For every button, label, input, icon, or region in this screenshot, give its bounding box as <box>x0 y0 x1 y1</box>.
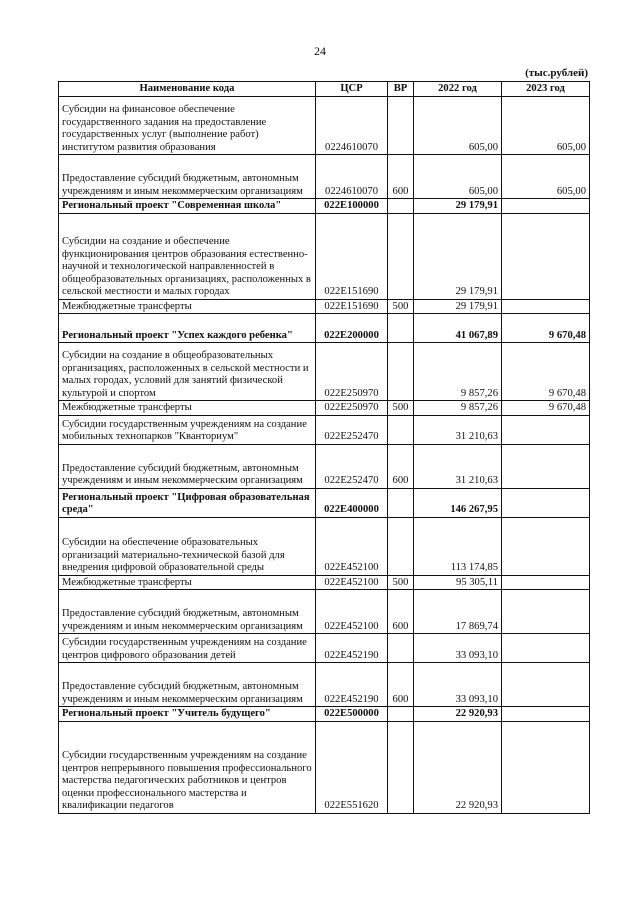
row-value-2022: 29 179,91 <box>414 213 502 299</box>
row-name: Региональный проект "Успех каждого ребенка" <box>59 314 316 343</box>
row-value-2023: 605,00 <box>502 97 590 155</box>
table-row <box>59 590 590 634</box>
row-vr: 600 <box>388 155 414 199</box>
row-value-2022: 17 869,74 <box>414 590 502 634</box>
row-name: Региональный проект "Цифровая образовательная среда" <box>59 488 316 517</box>
header-2023: 2023 год <box>502 82 590 97</box>
row-vr <box>388 488 414 517</box>
table-row <box>59 401 590 416</box>
row-name: Межбюджетные трансферты <box>59 575 316 590</box>
row-csr: 022E151690 <box>316 299 388 314</box>
table-row <box>59 299 590 314</box>
row-value-2022: 146 267,95 <box>414 488 502 517</box>
table-row <box>59 199 590 214</box>
row-name: Межбюджетные трансферты <box>59 299 316 314</box>
row-value-2023: 9 670,48 <box>502 401 590 416</box>
row-name: Субсидии государственным учреждениям на создание центров непрерывного повышения профессионального мастерства педагогических работников и центров оценки профессионального мастерства и квалификации педагогов <box>59 721 316 813</box>
row-value-2022: 33 093,10 <box>414 634 502 663</box>
table-body <box>59 97 590 814</box>
row-value-2023 <box>502 415 590 444</box>
table-row <box>59 444 590 488</box>
row-name: Субсидии на финансовое обеспечение государственного задания на предоставление государственных услуг (выполнение работ) институтом развития образования <box>59 97 316 155</box>
row-value-2022: 33 093,10 <box>414 663 502 707</box>
header-2022: 2022 год <box>414 82 502 97</box>
units-note: (тыс.рублей) <box>525 67 588 79</box>
page-number: 24 <box>314 44 326 58</box>
table-row <box>59 634 590 663</box>
row-vr <box>388 415 414 444</box>
row-csr: 022E452100 <box>316 517 388 575</box>
row-value-2023 <box>502 517 590 575</box>
row-value-2022: 29 179,91 <box>414 299 502 314</box>
row-vr: 500 <box>388 299 414 314</box>
table-row <box>59 575 590 590</box>
row-csr: 022E452190 <box>316 663 388 707</box>
table-row <box>59 415 590 444</box>
row-value-2022: 605,00 <box>414 97 502 155</box>
row-vr <box>388 634 414 663</box>
row-csr: 022E250970 <box>316 401 388 416</box>
header-csr: ЦСР <box>316 82 388 97</box>
row-csr: 022E400000 <box>316 488 388 517</box>
row-vr <box>388 199 414 214</box>
table-row <box>59 517 590 575</box>
table-header-row <box>59 82 590 97</box>
row-value-2023 <box>502 488 590 517</box>
row-name: Межбюджетные трансферты <box>59 401 316 416</box>
row-name: Предоставление субсидий бюджетным, автономным учреждениям и иным некоммерческим организациям <box>59 155 316 199</box>
table-row <box>59 663 590 707</box>
row-value-2023: 9 670,48 <box>502 343 590 401</box>
table-row <box>59 213 590 299</box>
row-vr <box>388 721 414 813</box>
row-csr: 022E100000 <box>316 199 388 214</box>
table-row <box>59 314 590 343</box>
row-csr: 022E200000 <box>316 314 388 343</box>
row-vr: 600 <box>388 444 414 488</box>
row-name: Региональный проект "Современная школа" <box>59 199 316 214</box>
row-value-2023 <box>502 590 590 634</box>
row-name: Предоставление субсидий бюджетным, автономным учреждениям и иным некоммерческим организациям <box>59 663 316 707</box>
row-name: Предоставление субсидий бюджетным, автономным учреждениям и иным некоммерческим организациям <box>59 590 316 634</box>
row-value-2023 <box>502 707 590 722</box>
row-value-2023 <box>502 213 590 299</box>
row-csr: 022E500000 <box>316 707 388 722</box>
row-vr: 500 <box>388 575 414 590</box>
row-name: Субсидии на обеспечение образовательных организаций материально-технической базой для внедрения цифровой образовательной среды <box>59 517 316 575</box>
table-row <box>59 707 590 722</box>
row-value-2023 <box>502 199 590 214</box>
row-vr: 600 <box>388 590 414 634</box>
row-value-2023 <box>502 575 590 590</box>
row-value-2023 <box>502 444 590 488</box>
row-vr: 600 <box>388 663 414 707</box>
row-value-2023 <box>502 663 590 707</box>
row-name: Региональный проект "Учитель будущего" <box>59 707 316 722</box>
row-csr: 022E252470 <box>316 444 388 488</box>
row-value-2022: 29 179,91 <box>414 199 502 214</box>
row-value-2023: 9 670,48 <box>502 314 590 343</box>
row-csr: 0224610070 <box>316 155 388 199</box>
row-value-2023 <box>502 721 590 813</box>
row-value-2022: 605,00 <box>414 155 502 199</box>
row-value-2022: 41 067,89 <box>414 314 502 343</box>
table-row <box>59 721 590 813</box>
row-vr <box>388 517 414 575</box>
row-vr: 500 <box>388 401 414 416</box>
row-value-2023: 605,00 <box>502 155 590 199</box>
row-value-2022: 9 857,26 <box>414 343 502 401</box>
row-vr <box>388 314 414 343</box>
row-name: Субсидии государственным учреждениям на создание мобильных технопарков "Кванториум" <box>59 415 316 444</box>
row-csr: 022E250970 <box>316 343 388 401</box>
row-value-2022: 95 305,11 <box>414 575 502 590</box>
table-row <box>59 155 590 199</box>
row-name: Субсидии на создание в общеобразовательных организациях, расположенных в сельской местности и малых городах, условий для занятий физической культурой и спортом <box>59 343 316 401</box>
row-vr <box>388 97 414 155</box>
row-vr <box>388 213 414 299</box>
row-value-2022: 31 210,63 <box>414 444 502 488</box>
row-value-2022: 22 920,93 <box>414 721 502 813</box>
row-value-2022: 9 857,26 <box>414 401 502 416</box>
row-csr: 022E252470 <box>316 415 388 444</box>
header-vr: ВР <box>388 82 414 97</box>
row-name: Субсидии на создание и обеспечение функционирования центров образования естественно-научной и технологической направленностей в общеобразовательных организациях, расположенных в сельской местности и малых городах <box>59 213 316 299</box>
table-row <box>59 488 590 517</box>
row-csr: 0224610070 <box>316 97 388 155</box>
row-name: Субсидии государственным учреждениям на создание центров цифрового образования детей <box>59 634 316 663</box>
row-value-2022: 22 920,93 <box>414 707 502 722</box>
row-value-2022: 113 174,85 <box>414 517 502 575</box>
row-value-2023 <box>502 299 590 314</box>
row-name: Предоставление субсидий бюджетным, автономным учреждениям и иным некоммерческим организациям <box>59 444 316 488</box>
row-value-2023 <box>502 634 590 663</box>
table-row <box>59 97 590 155</box>
row-csr: 022E452100 <box>316 575 388 590</box>
row-vr <box>388 343 414 401</box>
budget-table <box>58 81 590 814</box>
header-name: Наименование кода <box>59 82 316 97</box>
row-csr: 022E452190 <box>316 634 388 663</box>
table-row <box>59 343 590 401</box>
row-csr: 022E452100 <box>316 590 388 634</box>
row-vr <box>388 707 414 722</box>
row-csr: 022E551620 <box>316 721 388 813</box>
row-value-2022: 31 210,63 <box>414 415 502 444</box>
row-csr: 022E151690 <box>316 213 388 299</box>
